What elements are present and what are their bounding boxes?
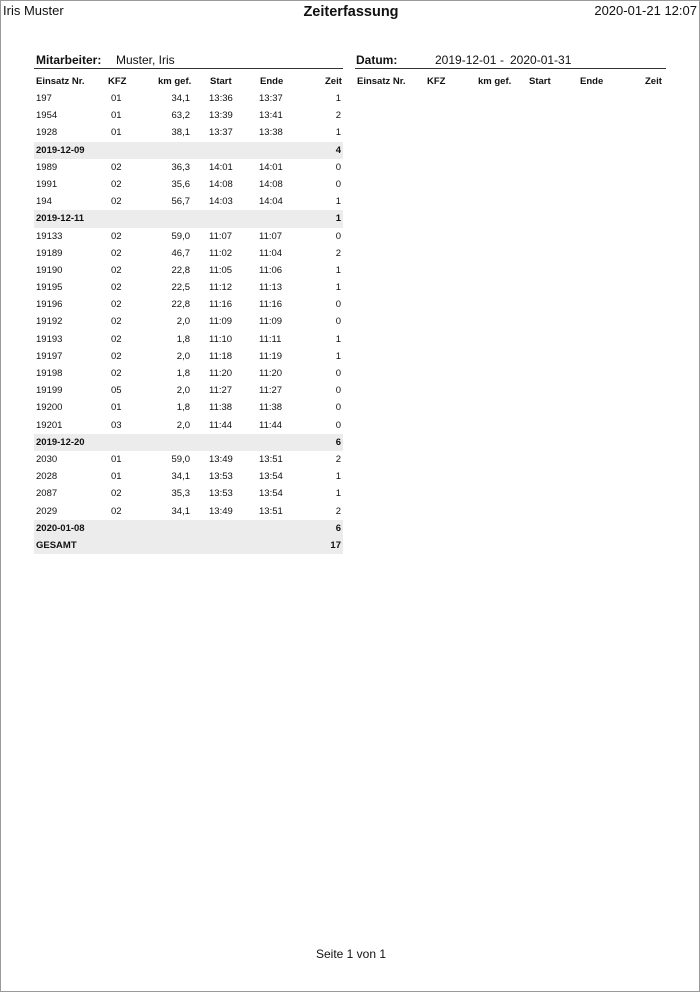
cell-zeit: 2: [335, 453, 341, 465]
cell-start: 13:39: [209, 110, 233, 122]
cell-start: 11:09: [209, 316, 233, 328]
table-row: [34, 399, 343, 416]
cell-einsatz-nr: 19199: [36, 385, 63, 397]
table-row: [34, 503, 343, 520]
cell-km: 56,7: [171, 196, 190, 208]
cell-einsatz-nr: 19190: [36, 264, 63, 276]
col-start: Start: [210, 76, 232, 87]
cell-kfz: 02: [111, 333, 122, 345]
date-separator: -: [500, 53, 504, 67]
cell-ende: 13:37: [259, 93, 283, 104]
cell-kfz: 02: [111, 230, 122, 242]
cell-start: 11:38: [209, 402, 233, 414]
cell-ende: 11:06: [259, 264, 283, 276]
col-km: km gef.: [158, 76, 192, 87]
cell-kfz: 05: [111, 385, 122, 397]
employee-value: Muster, Iris: [116, 53, 175, 67]
cell-einsatz-nr: 19133: [36, 230, 63, 242]
cell-ende: 14:08: [259, 178, 283, 190]
cell-start: 11:27: [209, 385, 233, 397]
cell-km: 34,1: [171, 505, 190, 517]
col-kfz-right: KFZ: [427, 76, 446, 87]
page-number: Seite 1 von 1: [315, 947, 387, 961]
cell-zeit: 1: [335, 93, 341, 104]
cell-zeit: 0: [335, 178, 341, 190]
cell-zeit: 2: [335, 505, 341, 517]
header-user: Iris Muster: [3, 3, 64, 18]
cell-ende: 11:09: [259, 316, 283, 328]
cell-start: 13:49: [209, 505, 233, 517]
cell-start: 11:07: [209, 230, 233, 242]
cell-ende: 13:51: [259, 453, 283, 465]
table-row: [34, 382, 343, 399]
table-row: [34, 296, 343, 313]
cell-km: 59,0: [171, 230, 190, 242]
cell-einsatz-nr: 19192: [36, 316, 63, 328]
table-row: [34, 331, 343, 348]
cell-ende: 13:54: [259, 471, 283, 483]
table-row: [34, 313, 343, 330]
cell-start: 13:53: [209, 488, 233, 500]
cell-kfz: 02: [111, 505, 122, 517]
cell-kfz: 01: [111, 93, 122, 104]
cell-km: 22,8: [171, 264, 190, 276]
summary-label: 2020-01-08: [36, 522, 85, 534]
cell-einsatz-nr: 19189: [36, 247, 63, 259]
cell-einsatz-nr: 2028: [36, 471, 58, 483]
cell-start: 11:10: [209, 333, 233, 345]
cell-km: 36,3: [171, 161, 190, 173]
summary-label: 2019-12-09: [36, 144, 85, 156]
cell-kfz: 02: [111, 299, 122, 311]
cell-kfz: 02: [111, 488, 122, 500]
cell-start: 11:44: [209, 419, 233, 431]
cell-zeit: 1: [335, 264, 341, 276]
header-rule-left: [34, 68, 343, 69]
table-row: [34, 485, 343, 502]
cell-zeit: 0: [335, 419, 341, 431]
cell-km: 38,1: [171, 127, 190, 139]
table-row: [34, 348, 343, 365]
cell-ende: 13:41: [259, 110, 283, 122]
cell-start: 11:12: [209, 282, 233, 294]
table-row: [34, 228, 343, 245]
cell-km: 1,8: [176, 333, 190, 345]
cell-zeit: 0: [335, 299, 341, 311]
cell-kfz: 02: [111, 161, 122, 173]
cell-start: 11:18: [209, 350, 233, 362]
cell-einsatz-nr: 19198: [36, 368, 63, 379]
report-title: Zeiterfassung: [303, 4, 399, 20]
cell-zeit: 1: [335, 350, 341, 362]
employee-label: Mitarbeiter:: [36, 53, 102, 67]
cell-kfz: 02: [111, 282, 122, 294]
table-row: [34, 90, 343, 107]
table-row: [34, 279, 343, 296]
cell-ende: 11:38: [259, 402, 283, 414]
cell-zeit: 1: [335, 127, 341, 139]
table-row: [34, 451, 343, 468]
cell-einsatz-nr: 2030: [36, 453, 58, 465]
col-einsatz-nr-right: Einsatz Nr.: [357, 76, 406, 87]
cell-einsatz-nr: 1928: [36, 127, 58, 139]
cell-km: 22,8: [171, 299, 190, 311]
cell-start: 13:36: [209, 93, 233, 104]
cell-kfz: 03: [111, 419, 122, 431]
cell-ende: 11:13: [259, 282, 283, 294]
cell-kfz: 02: [111, 196, 122, 208]
cell-einsatz-nr: 194: [36, 196, 52, 208]
cell-km: 2,0: [176, 385, 190, 397]
col-km-right: km gef.: [478, 76, 512, 87]
cell-zeit: 2: [335, 110, 341, 122]
cell-kfz: 02: [111, 368, 122, 379]
col-zeit-right: Zeit: [645, 76, 662, 87]
table-row: [34, 159, 343, 176]
cell-einsatz-nr: 19200: [36, 402, 63, 414]
cell-ende: 11:20: [259, 368, 283, 379]
cell-km: 22,5: [171, 282, 190, 294]
cell-ende: 11:07: [259, 230, 283, 242]
cell-km: 2,0: [176, 316, 190, 328]
header-rule-right: [355, 68, 666, 69]
table-row: [34, 365, 343, 382]
col-ende-right: Ende: [580, 76, 604, 87]
cell-zeit: 1: [335, 471, 341, 483]
cell-einsatz-nr: 19196: [36, 299, 63, 311]
col-start-right: Start: [529, 76, 551, 87]
cell-start: 13:53: [209, 471, 233, 483]
cell-einsatz-nr: 19197: [36, 350, 63, 362]
cell-ende: 14:04: [259, 196, 283, 208]
cell-start: 13:37: [209, 127, 233, 139]
cell-einsatz-nr: 1954: [36, 110, 58, 122]
cell-einsatz-nr: 197: [36, 93, 52, 104]
summary-zeit: 6: [335, 436, 341, 448]
cell-start: 13:49: [209, 453, 233, 465]
cell-zeit: 2: [335, 247, 341, 259]
cell-ende: 14:01: [259, 161, 283, 173]
summary-row: [34, 434, 343, 451]
date-from: 2019-12-01: [435, 53, 497, 67]
cell-start: 14:08: [209, 178, 233, 190]
summary-zeit: 1: [335, 213, 341, 225]
cell-ende: 11:16: [259, 299, 283, 311]
table-row: [34, 193, 343, 210]
cell-zeit: 0: [335, 230, 341, 242]
table-row: [34, 245, 343, 262]
cell-km: 34,1: [171, 93, 190, 104]
cell-einsatz-nr: 1991: [36, 178, 58, 190]
cell-ende: 11:27: [259, 385, 283, 397]
cell-zeit: 1: [335, 333, 341, 345]
summary-label: 2019-12-11: [36, 213, 85, 225]
cell-km: 59,0: [171, 453, 190, 465]
cell-start: 11:20: [209, 368, 233, 379]
cell-ende: 13:38: [259, 127, 283, 139]
cell-kfz: 01: [111, 127, 122, 139]
cell-kfz: 02: [111, 350, 122, 362]
cell-start: 14:03: [209, 196, 233, 208]
cell-km: 2,0: [176, 350, 190, 362]
summary-zeit: 4: [335, 144, 341, 156]
col-zeit: Zeit: [325, 76, 342, 87]
cell-kfz: 02: [111, 316, 122, 328]
cell-zeit: 0: [335, 161, 341, 173]
cell-zeit: 0: [335, 385, 341, 397]
cell-km: 35,6: [171, 178, 190, 190]
table-row: [34, 176, 343, 193]
cell-km: 1,8: [176, 368, 190, 379]
cell-zeit: 1: [335, 282, 341, 294]
cell-ende: 13:51: [259, 505, 283, 517]
cell-km: 35,3: [171, 488, 190, 500]
cell-ende: 11:04: [259, 247, 283, 259]
cell-kfz: 01: [111, 453, 122, 465]
cell-zeit: 0: [335, 368, 341, 379]
cell-km: 46,7: [171, 247, 190, 259]
table-row: [34, 262, 343, 279]
col-ende: Ende: [260, 76, 284, 87]
cell-einsatz-nr: 2087: [36, 488, 58, 500]
col-einsatz-nr: Einsatz Nr.: [36, 76, 85, 87]
table-row: [34, 124, 343, 141]
cell-einsatz-nr: 19195: [36, 282, 63, 294]
cell-km: 1,8: [176, 402, 190, 414]
summary-zeit: 6: [335, 522, 341, 534]
cell-zeit: 0: [335, 316, 341, 328]
cell-zeit: 1: [335, 488, 341, 500]
cell-km: 34,1: [171, 471, 190, 483]
cell-kfz: 02: [111, 178, 122, 190]
header-timestamp: 2020-01-21 12:07: [594, 3, 697, 18]
cell-ende: 11:11: [259, 333, 282, 345]
summary-zeit: 17: [330, 539, 341, 551]
summary-row: [34, 142, 343, 159]
cell-einsatz-nr: 1989: [36, 161, 58, 173]
cell-ende: 13:54: [259, 488, 283, 500]
summary-label: 2019-12-20: [36, 436, 85, 448]
cell-start: 11:02: [209, 247, 233, 259]
cell-kfz: 01: [111, 110, 122, 122]
cell-kfz: 01: [111, 471, 122, 483]
cell-kfz: 01: [111, 402, 122, 414]
summary-row: [34, 210, 343, 227]
cell-km: 2,0: [176, 419, 190, 431]
table-row: [34, 468, 343, 485]
cell-start: 14:01: [209, 161, 233, 173]
cell-ende: 11:44: [259, 419, 283, 431]
cell-einsatz-nr: 2029: [36, 505, 58, 517]
cell-start: 11:05: [209, 264, 233, 276]
cell-einsatz-nr: 19193: [36, 333, 63, 345]
cell-ende: 11:19: [259, 350, 283, 362]
summary-row: [34, 520, 343, 537]
cell-km: 63,2: [171, 110, 190, 122]
time-entries-table: [34, 90, 343, 554]
cell-kfz: 02: [111, 264, 122, 276]
date-to: 2020-01-31: [510, 53, 572, 67]
cell-kfz: 02: [111, 247, 122, 259]
date-label: Datum:: [356, 53, 398, 67]
cell-start: 11:16: [209, 299, 233, 311]
table-row: [34, 107, 343, 124]
cell-zeit: 0: [335, 402, 341, 414]
table-row: [34, 417, 343, 434]
summary-row: [34, 537, 343, 554]
col-kfz: KFZ: [108, 76, 127, 87]
summary-label: GESAMT: [36, 539, 77, 551]
cell-zeit: 1: [335, 196, 341, 208]
cell-einsatz-nr: 19201: [36, 419, 63, 431]
